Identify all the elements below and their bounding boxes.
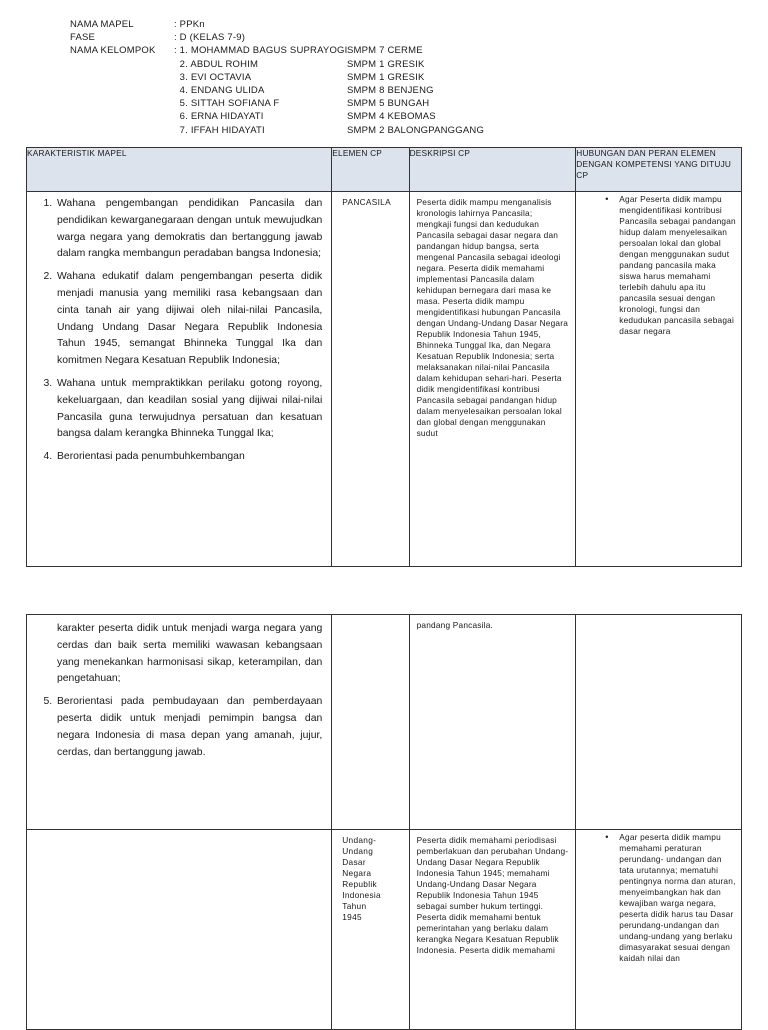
header-label	[70, 110, 174, 123]
cp-table-part1	[26, 147, 742, 567]
header-value: 2. ABDUL ROHIM	[174, 58, 259, 70]
deskripsi-pancasila: Peserta didik mampu menganalisis kronologis lahirnya Pancasila; mengkaji fungsi dan kedudukan Pancasila sebagai dasar negara dan pandangan hidup bangsa, serta mengenal Pancasila sebagai ideologi negara. Peserta didik memahami implementasi Pancasila dalam kehidupan bernegara dari masa ke masa. Peserta didik mampu mengidentifikasi hubungan Pancasila dengan Undang-Undang Dasar Negara Republik Indonesia Tahun 1945, Bhinneka Tunggal Ika, dan Negara Kesatuan Republik Indonesia; serta melaksanakan nilai-nilai Pancasila dalam kehidupan sehari-hari. Peserta didik mengidentifikasi kontribusi Pancasila sebagai pandangan hidup dalam menyelesaikan persoalan lokal dan global dengan menggunakan sudut	[416, 197, 569, 438]
header-row	[70, 44, 547, 57]
karakteristik-cell-empty	[27, 830, 332, 1030]
header-row	[70, 58, 547, 71]
header-value: 7. IFFAH HIDAYATI	[174, 124, 265, 136]
header-label	[70, 97, 174, 110]
header-row	[70, 31, 547, 44]
hubungan-pancasila: • Agar Peserta didik mampu mengidentifikasi kontribusi Pancasila sebagai pandangan hidup dalam menyelesaikan persoalan lokal dan global dengan menggunakan sudut pandang pancasila maka siswa harus memahami terlebih dahulu apa itu pancasila sesuai dengan kronologi, fungsi dan kedudukan pancasila sebagai dasar negara	[619, 194, 737, 337]
header-value: : D (KELAS 7-9)	[174, 32, 246, 44]
karakteristik-cell	[27, 192, 332, 567]
header-value: 5. SITTAH SOFIANA F	[174, 98, 280, 110]
header-label	[70, 124, 174, 137]
header-school: SMPM 4 KEBOMAS	[347, 111, 436, 123]
hubungan-uud: • Agar peserta didik mampu memahami peraturan perundang- undangan dan tata urutannya; mematuhi pentingnya norma dan aturan, menyeimbangkan hak dan kewajiban warga negara, peserta didik harus tau Dasar perundang-undangan dan undang-undang yang berlaku dimasyarakat sesuai dengan kaidah nilai dan	[619, 832, 737, 964]
header-school: SMPM 2 BALONGPANGGANG	[347, 124, 485, 136]
header-row	[70, 124, 547, 137]
header-elemen: ELEMEN CP	[332, 148, 409, 192]
elemen-cell-cont	[332, 615, 409, 830]
header-row	[70, 84, 547, 97]
header-school: SMPM 8 BENJENG	[347, 84, 434, 96]
cp-table-part2	[26, 614, 742, 1030]
header-school	[347, 31, 547, 44]
hubungan-cell-cont	[576, 615, 742, 830]
header-label: NAMA MAPEL	[70, 19, 134, 30]
header-school	[347, 18, 547, 31]
karakteristik-item: 2. Wahana edukatif dalam pengembangan peserta didik menjadi manusia yang memiliki rasa kebangsaan dan cinta tanah air yang dijiwai oleh nilai-nilai Pancasila, Undang Undang Dasar Negara Republik Indonesia Tahun 1945, semangat Bhinneka Tunggal Ika dan komitmen Negara Kesatuan Republik Indonesia;	[55, 269, 322, 370]
header-deskripsi: DESKRIPSI CP	[409, 148, 576, 192]
header-value: : 1. MOHAMMAD BAGUS SUPRAYOGI	[174, 45, 348, 57]
hubungan-cell	[576, 192, 742, 567]
karakteristik-item: 1. Wahana pengembangan pendidikan Pancasila dan pendidikan kewarganegaraan dengan untuk mewujudkan warga negara yang demokratis dan bertanggung jawab dalam rangka membangun peradaban bangsa Indonesia;	[55, 196, 322, 263]
header-row	[70, 71, 547, 84]
header-value: 3. EVI OCTAVIA	[174, 71, 252, 83]
header-hubungan: HUBUNGAN DAN PERAN ELEMEN DENGAN KOMPETENSI YANG DITUJU CP	[576, 148, 742, 192]
header-label	[70, 58, 174, 71]
elemen-cell	[332, 830, 409, 1030]
header-karakteristik: KARAKTERISTIK MAPEL	[27, 148, 332, 192]
header-row	[70, 18, 547, 31]
karakteristik-item: 4. Berorientasi pada penumbuhkembangan	[55, 449, 322, 466]
header-value: 4. ENDANG ULIDA	[174, 84, 265, 96]
header-value: : PPKn	[174, 19, 205, 30]
header-info	[70, 18, 547, 137]
header-school: SMPM 1 GRESIK	[347, 71, 425, 83]
elemen-cell	[332, 192, 409, 567]
elemen-uud: Undang-Undang Dasar Negara Republik Indonesia Tahun 1945	[342, 835, 381, 922]
header-school: SMPM 5 BUNGAH	[347, 98, 430, 110]
header-row	[70, 97, 547, 110]
header-school: SMPM 1 GRESIK	[347, 58, 425, 70]
header-row	[70, 110, 547, 123]
header-label: NAMA KELOMPOK	[70, 45, 156, 57]
karakteristik-cell-cont	[27, 615, 332, 830]
header-value: 6. ERNA HIDAYATI	[174, 111, 264, 123]
karakteristik-item-cont: karakter peserta didik untuk menjadi warga negara yang cerdas dan baik serta memiliki wawasan kebangsaan yang menekankan harmonisasi sikap, keterampilan, dan pengetahuan;	[57, 623, 323, 685]
deskripsi-pancasila-cont: pandang Pancasila.	[416, 620, 494, 630]
header-school: SMPM 7 CERME	[347, 45, 423, 57]
deskripsi-cell	[409, 830, 576, 1030]
karakteristik-item: 5. Berorientasi pada pembudayaan dan pemberdayaan peserta didik untuk menjadi pemimpin bangsa dan negara Indonesia di masa depan yang amanah, jujur, cerdas, dan bertanggung jawab.	[55, 694, 322, 761]
header-label: FASE	[70, 32, 96, 44]
hubungan-cell	[576, 830, 742, 1030]
header-label	[70, 84, 174, 97]
deskripsi-cell	[409, 192, 576, 567]
header-label	[70, 71, 174, 84]
elemen-pancasila: PANCASILA	[342, 197, 391, 207]
karakteristik-item: 3. Wahana untuk mempraktikkan perilaku gotong royong, kekeluargaan, dan keadilan sosial yang dijiwai nilai-nilai Pancasila guna terwujudnya persatuan dan kesatuan bangsa dalam kerangka Bhinneka Tunggal Ika;	[55, 376, 322, 443]
deskripsi-cell-cont	[409, 615, 576, 830]
deskripsi-uud: Peserta didik memahami periodisasi pemberlakuan dan perubahan Undang-Undang Dasar Negara Republik Indonesia Tahun 1945; memahami Undang-Undang Dasar Negara Republik Indonesia Tahun 1945 sebagai sumber hukum tertinggi. Peserta didik memahami bentuk pemerintahan yang berlaku dalam kerangka Negara Kesatuan Republik Indonesia. Peserta didik memahami	[416, 835, 569, 955]
